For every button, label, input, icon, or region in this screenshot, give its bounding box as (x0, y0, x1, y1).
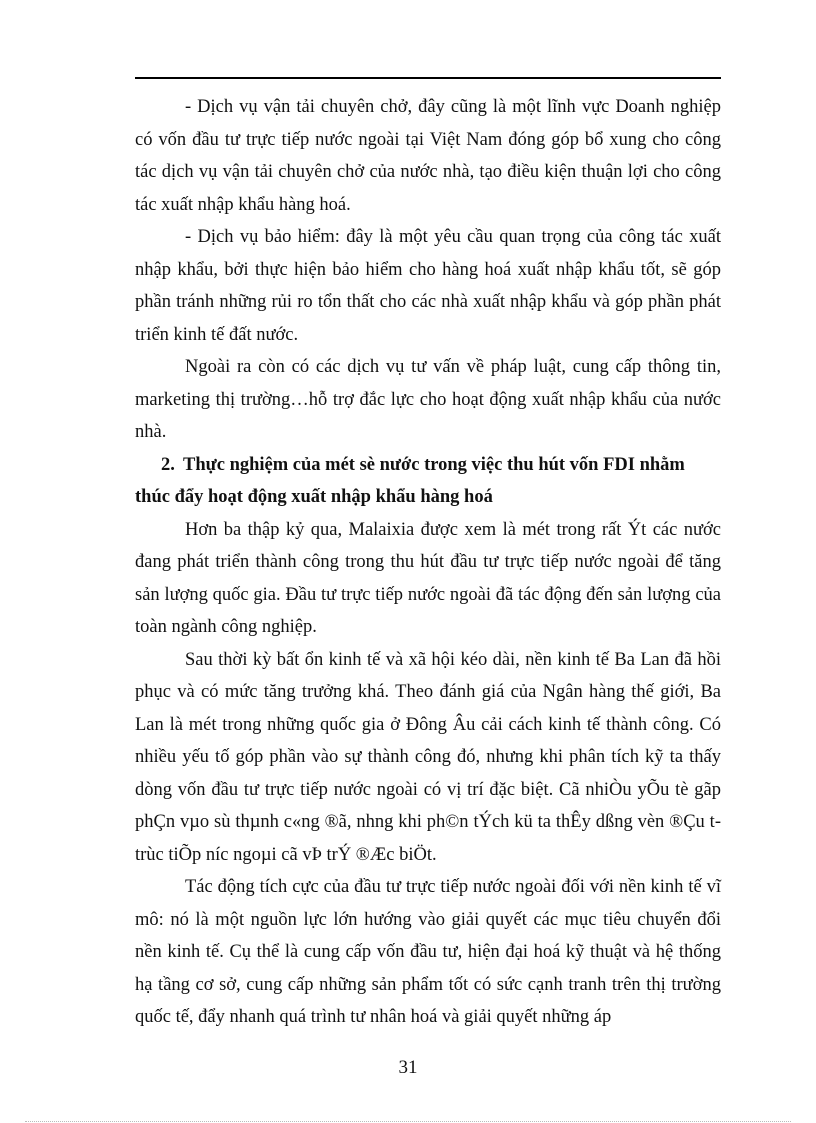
page-body (135, 91, 721, 1034)
paragraph-insurance-services: - Dịch vụ bảo hiểm: đây là một yêu cầu quan trọng của công tác xuất nhập khẩu, bởi thực hiện bảo hiểm cho hàng hoá xuất nhập khẩu tốt, sẽ góp phần tránh những rủi ro tổn thất cho các nhà xuất nhập khẩu và góp phần phát triển kinh tế đất nước. (135, 227, 721, 345)
footer-dotted-rule (25, 1121, 791, 1122)
section-heading-line2: thúc đẩy hoạt động xuất nhập khẩu hàng hoá (135, 487, 493, 507)
paragraph-transport-services: - Dịch vụ vận tải chuyên chở, đây cũng là một lĩnh vực Doanh nghiệp có vốn đầu tư trực tiếp nước ngoài tại Việt Nam đóng góp bổ xung cho công tác dịch vụ vận tải chuyên chở của nước nhà, tạo điều kiện thuận lợi cho công tác xuất nhập khẩu hàng hoá. (135, 97, 721, 215)
section-heading-line1: Thực nghiệm của mét sè nước trong việc thu hút vốn FDI nhằm (183, 454, 685, 475)
page-number: 31 (398, 1057, 418, 1078)
paragraph-other-services: Ngoài ra còn có các dịch vụ tư vấn về pháp luật, cung cấp thông tin, marketing thị trường…hỗ trợ đắc lực cho hoạt động xuất nhập khẩu của nước nhà. (135, 357, 721, 442)
section-heading (135, 449, 721, 514)
paragraph-malaysia: Hơn ba thập kỷ qua, Malaixia được xem là mét trong rất Ýt các nước đang phát triển thành công trong thu hút đầu tư trực tiếp nước ngoài để tăng sản lượng quốc gia. Đầu tư trực tiếp nước ngoài đã tác động đến sản lượng của toàn ngành công nghiệp. (135, 519, 721, 637)
section-number: 2. (161, 454, 175, 475)
paragraph-poland: Sau thời kỳ bất ổn kinh tế và xã hội kéo dài, nền kinh tế Ba Lan đã hồi phục và có mức tăng trưởng khá. Theo đánh giá của Ngân hàng thế giới, Ba Lan là mét trong những quốc gia ở Đông Âu cải cách kinh tế thành công. Có nhiều yếu tố góp phần vào sự thành công đó, nhưng khi phân tích kỹ ta thấy dòng vốn đầu tư trực tiếp nước ngoài có vị trí đặc biệt. Cã nhiÒu yÕu tè gãp phÇn vµo sù thµnh c«ng ®ã, nhng khi ph©n tÝch kü ta thÊy dßng vèn ®Çu t trùc tiÕp níc ngoµi cã vÞ trÝ ®Æc biÖt. (135, 649, 721, 865)
header-rule (135, 77, 721, 79)
paragraph-macro-impact: Tác động tích cực của đầu tư trực tiếp nước ngoài đối với nền kinh tế vĩ mô: nó là một nguồn lực lớn hướng vào giải quyết các mục tiêu chuyển đổi nền kinh tế. Cụ thể là cung cấp vốn đầu tư, hiện đại hoá kỹ thuật và hệ thống hạ tầng cơ sở, cung cấp những sản phẩm tốt có sức cạnh tranh trên thị trường quốc tế, đẩy nhanh quá trình tư nhân hoá và giải quyết những áp (135, 877, 721, 1027)
